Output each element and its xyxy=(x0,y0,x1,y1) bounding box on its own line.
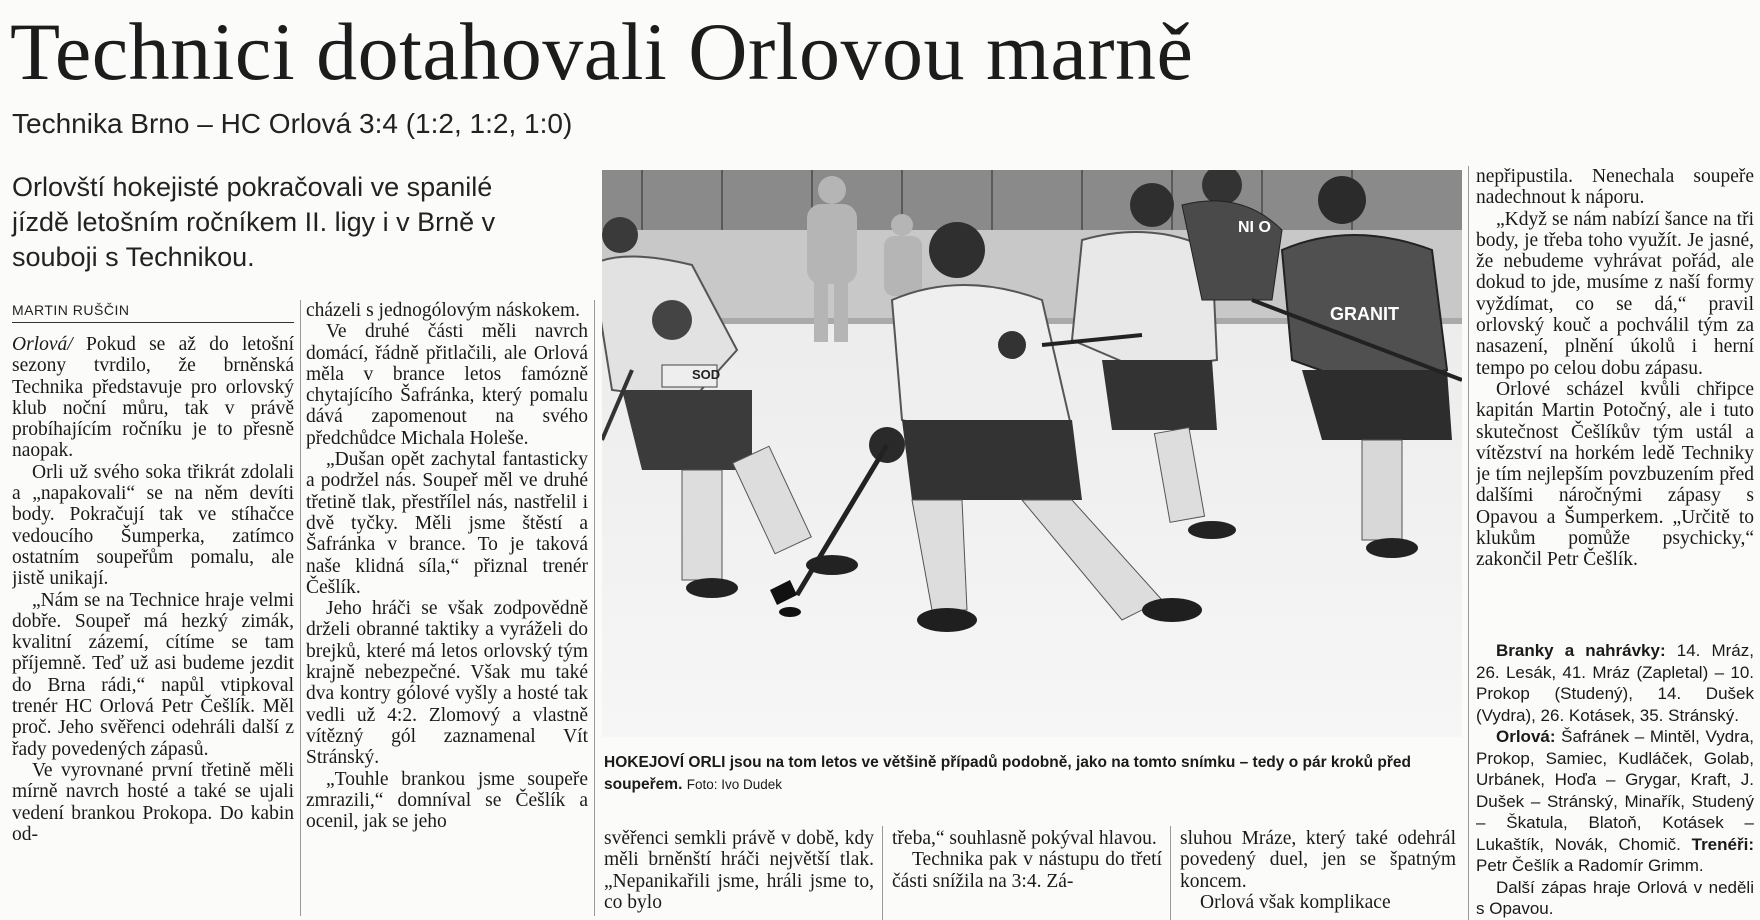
paragraph: Orlová však komplikace xyxy=(1200,891,1391,913)
text-column-3 xyxy=(604,828,874,920)
paragraph: Ve druhé části měli navrch domácí, řádně přitlačili, ale Orlová měla v brance letos famózně chytajícího Šafránka, který pomalu dává zapomenout na svého předchůdce Michala Holeše. xyxy=(306,321,588,449)
text-column-4 xyxy=(892,828,1162,920)
paragraph: Orlové scházel kvůli chřipce kapitán Martin Potočný, ale i tuto skutečnost Češlíkův tým ustál a vítězství na horkém ledě Techniky je tím nejlepším povzbuzením před dalšími náročnými zápasy s Opavou a Šumperkem. „Určitě to klukům pomůže psychicky,“ zakončil Petr Češlík. xyxy=(1476,378,1754,571)
caption-lead: HOKEJOVÍ ORLI xyxy=(604,754,726,771)
paragraph: „Touhle brankou jsme soupeře zmrazili,“ domníval se Češlík a ocenil, jak se jeho xyxy=(306,768,588,833)
paragraph: cházeli s jednogólovým náskokem. xyxy=(306,300,581,321)
text-column-6 xyxy=(1476,166,1754,640)
photo-credit: Foto: Ivo Dudek xyxy=(686,777,783,792)
paragraph: svěřenci semkli právě v době, kdy měli brněnští hráči největší tlak. „Nepanikařili jsme, hráli jsme to, co bylo xyxy=(604,828,874,913)
column-rule xyxy=(1468,166,1469,920)
hockey-photo xyxy=(602,170,1462,737)
paragraph: „Dušan opět zachytal fantasticky a podržel nás. Soupeř měl ve druhé třetině tlak, přestřílel nás, nastřelil i dvě tyčky. Měli jsme štěstí a Šafránka v brance. To je taková naše klidná síla,“ přiznal trenér Češlík. xyxy=(306,449,588,598)
paragraph: Ve vyrovnané první třetině měli mírně navrch hosté a také se ujali vedení brankou Prokopa. Do kabin od- xyxy=(12,759,294,845)
text-column-2 xyxy=(306,300,588,920)
paragraph: Technika pak v nástupu do třetí části snížila na 3:4. Zá- xyxy=(892,849,1162,892)
paragraph: Orlová/ Pokud se až do letošní sezony tvrdilo, že brněnská Technika představuje pro orlovský klub noční můru, tak v právě probíhajícím ročníku je to přesně naopak. xyxy=(12,334,294,462)
column-rule xyxy=(1170,826,1171,920)
paragraph: Jeho hráči se však zodpovědně drželi obranné taktiky a vyráželi do brejků, které má letos orlovský tým krajně nebezpečné. Však mu také dva kontry gólové vyšly a hosté tak vedli už 4:2. Zlomový a vlastně vítězný gól zaznamenal Vít Stránský. xyxy=(306,598,588,769)
paragraph: Orli už svého soka třikrát zdolali a „napakovali“ se na něm devíti body. Pokračují tak ve stíhačce vedoucího Šumperka, zatímco ostatním soupeřům pomalu, ale jistě unikají. xyxy=(12,461,294,590)
next-match-line: Další zápas hraje Orlová v neděli s Opavou. xyxy=(1476,877,1754,918)
subhead-score: Technika Brno – HC Orlová 3:4 (1:2, 1:2, 1:0) xyxy=(12,108,573,139)
text-column-1 xyxy=(12,334,294,920)
paragraph: třeba,“ souhlasně pokýval hlavou. xyxy=(892,828,1157,849)
goals-line: Branky a nahrávky: 14. Mráz, 26. Lesák, 41. Mráz (Zapletal) – 10. Prokop (Studený), 14. Dušek (Vydra), 26. Kotásek, 35. Stránský. xyxy=(1476,641,1754,725)
column-rule xyxy=(882,826,883,920)
caption-text: jsou na tom letos ve většině případů podobně, jako na tomto snímku – tedy o pár kroků před soupeřem. xyxy=(604,754,1412,793)
jersey-text: NI O xyxy=(1238,219,1271,236)
jersey-text: SOD xyxy=(692,367,721,382)
match-info-box xyxy=(1476,640,1754,920)
text-column-5 xyxy=(1180,828,1456,920)
lineup-line: Orlová: Šafránek – Mintěl, Vydra, Prokop, Samiec, Kudláček, Golab, Urbánek, Hoďa – Grygar, Kraft, J. Dušek – Stránský, Minařík, Studený – Škatula, Blatoň, Kotásek – Lukaštík, Novák, Chomič. Trenéři: Petr Češlík a Radomír Grimm. xyxy=(1476,727,1754,875)
dateline: Orlová/ xyxy=(12,334,73,355)
paragraph: nepřipustila. Nenechala soupeře nadechnout k náporu. xyxy=(1476,166,1754,209)
paragraph: sluhou Mráze, který také odehrál povedený duel, jen se špatným koncem. xyxy=(1180,828,1456,892)
jersey-text: GRANIT xyxy=(1330,304,1399,324)
lead-paragraph: Orlovští hokejisté pokračovali ve spanilé jízdě letošním ročníkem II. ligy i v Brně v souboji s Technikou. xyxy=(12,172,496,272)
byline: MARTIN RUŠČIN xyxy=(12,302,294,323)
paragraph: „Nám se na Technice hraje velmi dobře. Soupeř má hezký zimák, kvalitní zázemí, cítíme se tam příjemně. Teď už asi budeme jezdit do Brna rádi,“ napůl vtipkoval trenér HC Orlová Petr Češlík. Měl proč. Jeho svěřenci odehráli další z řady povedených zápasů. xyxy=(12,589,294,760)
column-rule xyxy=(594,300,595,916)
paragraph: „Když se nám nabízí šance na tři body, je třeba toho využít. Je jasné, že nebudeme vyhrávat pořád, ale dokud to jde, musíme z naší formy vyždímat, co se dá,“ pravil orlovský kouč a pochválil tým za nasazení, plnění úkolů i herní tempo po celou dobu zápasu. xyxy=(1476,208,1754,379)
photo-caption xyxy=(604,752,1462,796)
hockey-players-image xyxy=(602,170,1462,737)
headline: Technici dotahovali Orlovou marně xyxy=(10,6,1194,97)
column-rule xyxy=(300,300,301,916)
